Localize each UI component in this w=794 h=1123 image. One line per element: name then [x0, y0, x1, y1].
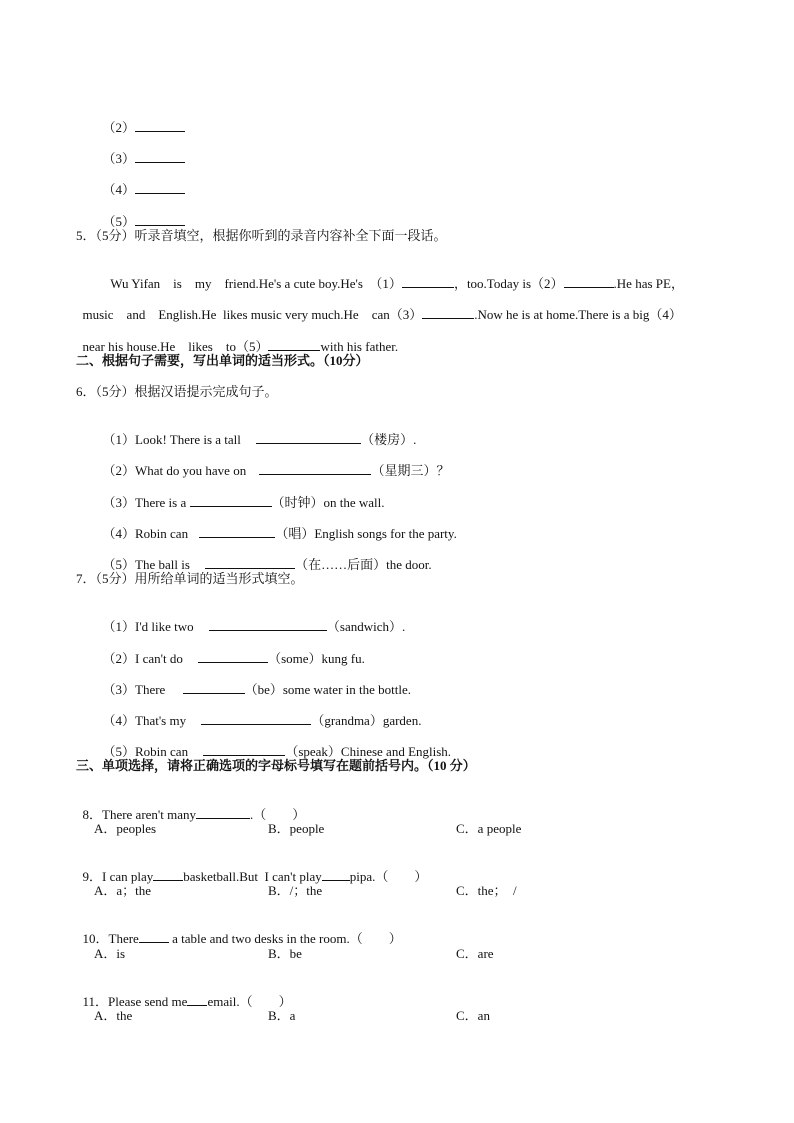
question-6-item: （2）What do you have on （星期三）？ [102, 463, 450, 478]
answer-blank[interactable] [256, 431, 361, 444]
option-a[interactable]: A．the [94, 1008, 133, 1023]
answer-blank[interactable] [422, 306, 474, 319]
listen-blank-row [96, 197, 185, 230]
question-7-header: 7．（5分）用所给单词的适当形式填空。 [76, 571, 304, 586]
option-b[interactable]: B．people [268, 821, 325, 836]
option-c[interactable]: C．a people [456, 821, 522, 836]
option-b[interactable]: B．be [268, 946, 302, 961]
question-7-item: （3）There （be）some water in the bottle. [102, 682, 411, 697]
question-6-item: （5）The ball is （在……后面）the door. [102, 557, 432, 572]
item-number: （4） [102, 182, 136, 197]
item-number: （5） [102, 214, 136, 229]
question-10-stem: 10．There a table and two desks in the room.（ ） [82, 931, 402, 946]
passage-line-3: near his house.He likes to（5） with his father. [82, 339, 399, 354]
option-b[interactable]: B．/；the [268, 883, 323, 898]
answer-blank[interactable] [322, 868, 350, 881]
answer-blank[interactable] [259, 462, 371, 475]
question-7-item: （1）I'd like two （sandwich）. [102, 619, 406, 634]
answer-blank[interactable] [183, 681, 245, 694]
answer-blank[interactable] [187, 993, 207, 1006]
option-a[interactable]: A．peoples [94, 821, 157, 836]
item-number: （3） [102, 151, 136, 166]
answer-blank[interactable] [139, 930, 169, 943]
answer-blank[interactable] [153, 868, 183, 881]
answer-blank[interactable] [203, 743, 285, 756]
passage-line-2: music and English.He likes music very much.He can（3） .Now he is at home.There is a big（4） [82, 307, 682, 322]
question-6-item: （4）Robin can （唱）English songs for the party. [102, 526, 457, 541]
question-7-item: （2）I can't do （some）kung fu. [102, 651, 365, 666]
question-9-stem: 9．I can play basketball.But I can't play pipa.（ ） [82, 869, 428, 884]
answer-blank[interactable] [135, 150, 185, 163]
passage-line-1: Wu Yifan is my friend.He's a cute boy.He's （1） ，too.Today is（2） .He has PE， [110, 276, 684, 291]
answer-blank[interactable] [196, 806, 250, 819]
answer-blank[interactable] [564, 275, 614, 288]
answer-blank[interactable] [135, 119, 185, 132]
question-11-stem: 11．Please send me email.（ ） [82, 994, 292, 1009]
answer-blank[interactable] [209, 618, 327, 631]
answer-blank[interactable] [201, 712, 311, 725]
question-7-item: （4）That's my （grandma）garden. [102, 713, 422, 728]
answer-blank[interactable] [135, 181, 185, 194]
section-3-title: 三、单项选择，请将正确选项的字母标号填写在题前括号内。（10 分） [76, 758, 476, 773]
option-a[interactable]: A．is [94, 946, 126, 961]
option-b[interactable]: B．a [268, 1008, 296, 1023]
option-a[interactable]: A．a；the [94, 883, 152, 898]
question-6-header: 6．（5分）根据汉语提示完成句子。 [76, 384, 278, 399]
question-6-item: （1）Look! There is a tall （楼房）. [102, 432, 417, 447]
answer-blank[interactable] [402, 275, 454, 288]
question-8-stem: 8．There aren't many .（ ） [82, 807, 306, 822]
option-c[interactable]: C．an [456, 1008, 490, 1023]
answer-blank[interactable] [199, 525, 275, 538]
answer-blank[interactable] [205, 556, 295, 569]
option-c[interactable]: C．the； / [456, 883, 517, 898]
question-5-header: 5．（5分）听录音填空，根据你听到的录音内容补全下面一段话。 [76, 228, 447, 243]
answer-blank[interactable] [198, 650, 268, 663]
listen-blank-row [96, 165, 185, 198]
answer-blank[interactable] [135, 213, 185, 226]
answer-blank[interactable] [190, 494, 272, 507]
section-2-title: 二、根据句子需要，写出单词的适当形式。（10分） [76, 353, 369, 368]
listen-blank-row [96, 103, 185, 136]
answer-blank[interactable] [268, 338, 320, 351]
question-6-item: （3）There is a （时钟）on the wall. [102, 495, 385, 510]
option-c[interactable]: C．are [456, 946, 494, 961]
item-number: （2） [102, 120, 136, 135]
question-7-item: （5）Robin can （speak）Chinese and English. [102, 744, 452, 759]
listen-blank-row [96, 134, 185, 167]
